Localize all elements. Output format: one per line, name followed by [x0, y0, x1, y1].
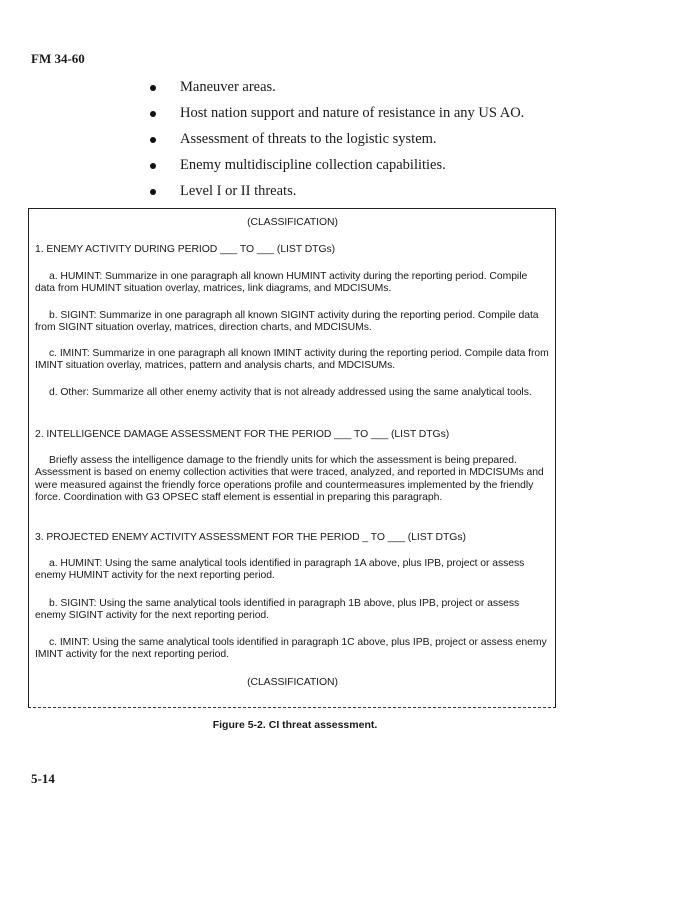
bullet-dot	[150, 163, 156, 169]
bullet-list	[150, 76, 524, 206]
figure-caption: Figure 5-2. CI threat assessment.	[212, 719, 378, 731]
bullet-dot	[150, 85, 156, 91]
section-1b-sigint: b. SIGINT: Summarize in one paragraph all known SIGINT activity during the reporting period. Compile data from SIGINT situation overlay, matrices, direction charts, and MDCISUMs.	[35, 310, 539, 334]
bullet-text: Assessment of threats to the logistic system.	[180, 131, 437, 147]
page-header-doc-id: FM 34-60	[31, 51, 85, 66]
bullet-item	[150, 102, 524, 128]
bullet-item	[150, 76, 524, 102]
section-1d-other: d. Other: Summarize all other enemy activity that is not already addressed using the same analytical tools.	[49, 387, 532, 398]
section-2-heading: 2. INTELLIGENCE DAMAGE ASSESSMENT FOR THE PERIOD ___ TO ___ (LIST DTGs)	[35, 429, 450, 440]
section-1c-imint: c. IMINT: Summarize in one paragraph all known IMINT activity during the reporting period. Compile data from IMINT situation overlay, matrices, pattern and analysis charts, and MDCISUMs.	[35, 348, 549, 372]
bullet-dot	[150, 137, 156, 143]
section-3-heading: 3. PROJECTED ENEMY ACTIVITY ASSESSMENT FOR THE PERIOD _ TO ___ (LIST DTGs)	[35, 532, 466, 543]
section-1a-humint: a. HUMINT: Summarize in one paragraph all known HUMINT activity during the reporting period. Compile data from HUMINT situation overlay, matrices, link diagrams, and MDCISUMs.	[35, 271, 528, 295]
bullet-dot	[150, 189, 156, 195]
bullet-text: Level I or II threats.	[180, 183, 297, 199]
section-3c-imint: c. IMINT: Using the same analytical tools identified in paragraph 1C above, plus IPB, project or assess enemy IMINT activity for the next reporting period.	[35, 637, 547, 661]
page-number: 5-14	[31, 771, 55, 786]
classification-top: (CLASSIFICATION)	[247, 217, 338, 228]
section-1-heading: 1. ENEMY ACTIVITY DURING PERIOD ___ TO ___ (LIST DTGs)	[35, 244, 336, 255]
bullet-item	[150, 154, 524, 180]
section-3a-humint: a. HUMINT: Using the same analytical tools identified in paragraph 1A above, plus IPB, project or assess enemy HUMINT activity for the next reporting period.	[35, 558, 525, 582]
bullet-text: Enemy multidiscipline collection capabilities.	[180, 157, 446, 173]
bullet-text: Maneuver areas.	[180, 79, 276, 95]
bullet-dot	[150, 111, 156, 117]
bullet-item	[150, 128, 524, 154]
classification-bottom: (CLASSIFICATION)	[247, 677, 338, 688]
bullet-text: Host nation support and nature of resistance in any US AO.	[180, 105, 525, 121]
section-3b-sigint: b. SIGINT: Using the same analytical tools identified in paragraph 1B above, plus IPB, project or assess enemy SIGINT activity for the next reporting period.	[35, 598, 520, 622]
bullet-item	[150, 180, 524, 206]
section-2-body: Briefly assess the intelligence damage to the friendly units for which the assessment is being prepared. Assessment is based on enemy collection activities that were traced, analyzed, and reported in MDCISUMs and were measured against the friendly force operations profile and countermeasures implemented by the friendly force. Coordination with G3 OPSEC staff element is essential in preparing this paragraph.	[35, 455, 544, 503]
